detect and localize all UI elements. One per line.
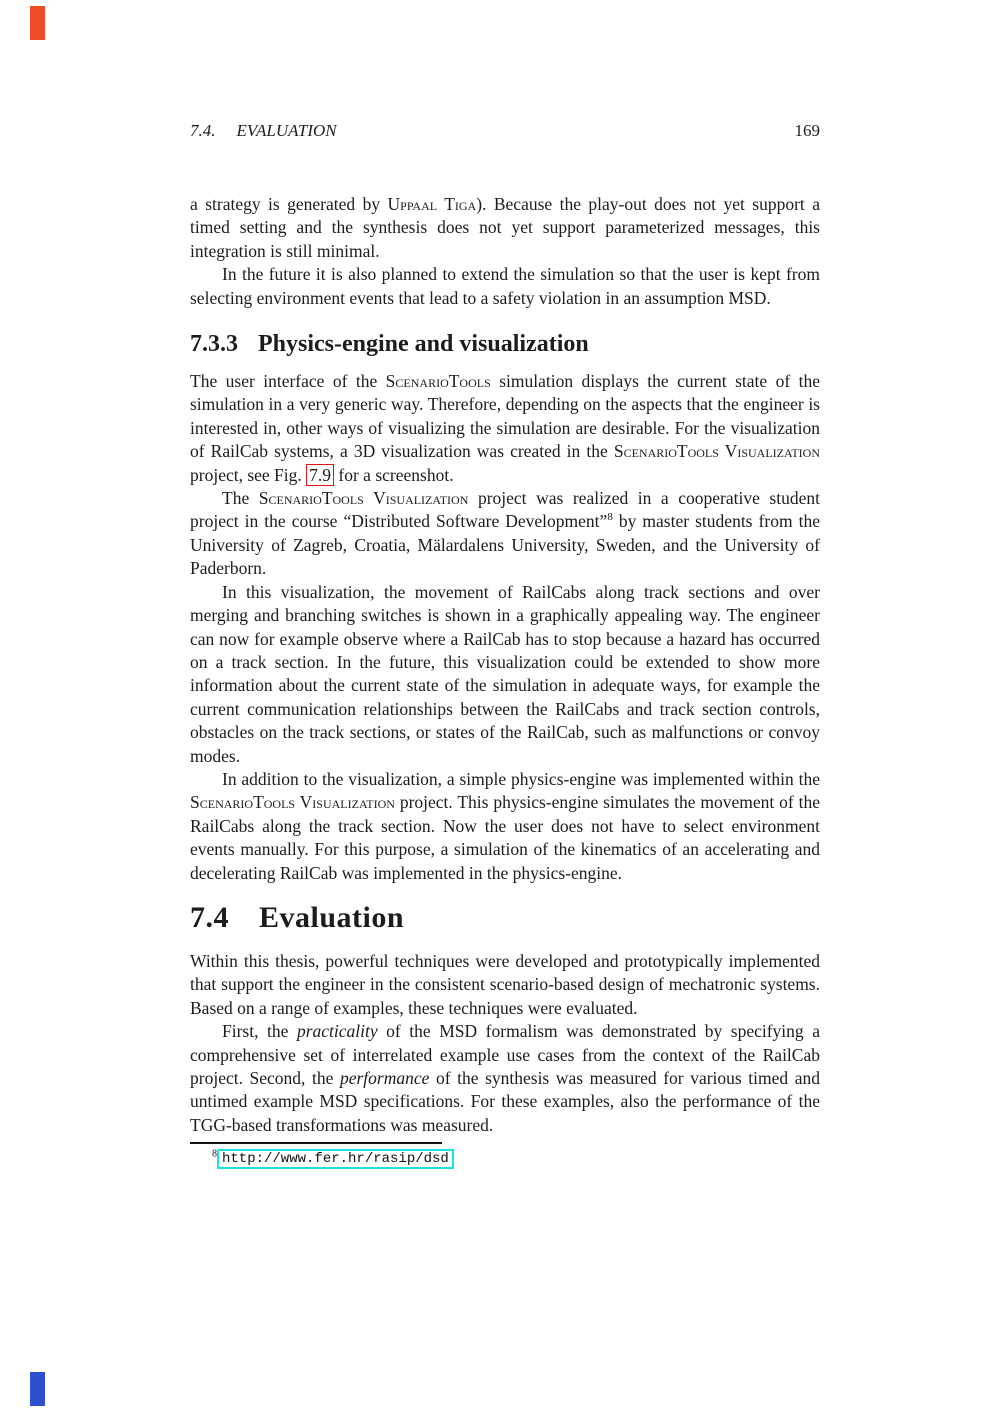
text-run: project, see Fig. [190, 464, 307, 485]
text-run: for a screenshot. [334, 464, 454, 485]
paragraph [190, 950, 820, 1020]
page-number: 169 [794, 121, 820, 140]
text-run: The user interface of the [190, 371, 386, 392]
text-run: simulation displays the current state of the simulation in a very generic way. Therefore, depending on the aspects that the engineer is interested in, other ways of visualizing the simulation are desirable. For the visualization of RailCab systems, a 3D visualization was created in the [190, 371, 820, 462]
top-left-color-tab [30, 6, 45, 40]
text-run: First, the [222, 1021, 297, 1042]
heading-title: Evaluation [259, 900, 405, 934]
footnote-marker: 8 [212, 1148, 217, 1160]
footnote-area [190, 1142, 820, 1167]
running-header [190, 121, 820, 141]
text-run: Within this thesis, powerful techniques were developed and prototypically implemented that support the engineer in the consistent scenario-based design of mechatronic systems. Based on a range of examples, these techniques were evaluated. [190, 950, 820, 1018]
section-heading [190, 901, 820, 934]
text-run: ). Because the play-out does not yet support a timed setting and the synthesis does not yet support parameterized messages, this integration is still minimal. [190, 194, 820, 261]
text-run: ScenarioTools Visualization [190, 792, 395, 813]
text-run: The [222, 488, 259, 509]
body-text [190, 193, 820, 1137]
paragraph [190, 370, 820, 487]
paragraph [190, 1020, 820, 1137]
text-run: performance [339, 1068, 430, 1088]
text-run: of the MSD formalism was demonstrated by specifying a comprehensive set of interrelated example use cases from the context of the RailCab project. Second, the [190, 1021, 820, 1088]
text-run: ScenarioTools Visualization [258, 488, 469, 509]
footnote [190, 1150, 820, 1167]
text-run: of the synthesis was measured for various timed and untimed example MSD specifications. For these examples, also the performance of the TGG-based transformations was measured. [190, 1068, 820, 1135]
text-run: by master students from the University of Zagreb, Croatia, Mälardalens University, Sweden, and the University of Paderborn. [190, 511, 820, 579]
text-run: Uppaal Tiga [387, 194, 477, 214]
text-run: project. This physics-engine simulates the movement of the RailCabs along the track section. Now the user does not have to select environment events manually. For this purpose, a simulation of the kinematics of an accelerating and decelerating RailCab was implemented in the physics-engine. [190, 792, 820, 883]
text-run: a strategy is generated by [190, 194, 388, 214]
heading-number: 7.3.3 [190, 331, 238, 358]
footnote-reference: 8 [607, 511, 613, 524]
text-run: In addition to the visualization, a simple physics-engine was implemented within the [222, 768, 820, 789]
figure-link[interactable]: 7.9 [306, 464, 334, 486]
text-run: project was realized in a cooperative student project in the course “Distributed Software Development” [190, 488, 820, 532]
paragraph [190, 263, 820, 310]
heading-number: 7.4 [190, 900, 229, 934]
paragraph [190, 487, 820, 581]
paragraph [190, 581, 820, 768]
paragraph [190, 768, 820, 885]
footnote-url-link[interactable]: http://www.fer.hr/rasip/dsd [217, 1149, 454, 1169]
header-left [190, 121, 337, 141]
section-heading [190, 331, 820, 357]
footnote-rule [190, 1142, 442, 1144]
header-section-number: 7.4. [190, 121, 216, 140]
page-content [190, 121, 820, 1167]
text-run: ScenarioTools Visualization [613, 441, 820, 462]
text-run: In this visualization, the movement of RailCabs along track sections and over merging and branching switches is shown in a graphically appealing way. The engineer can now for example observe where a RailCab has to stop because a hazard has occurred on a track section. In the future, this visualization could be extended to show more information about the current state of the simulation in adequate ways, for example the current communication relationships between the RailCabs and track section controls, obstacles on the track sections, or states of the RailCab, such as malfunctions or convoy modes. [190, 581, 820, 766]
bottom-left-color-tab [30, 1372, 45, 1406]
text-run: ScenarioTools [385, 371, 491, 392]
heading-title: Physics-engine and visualization [258, 331, 589, 358]
text-run: practicality [296, 1021, 378, 1042]
paragraph [190, 193, 820, 263]
header-section-title: EVALUATION [236, 121, 337, 140]
text-run: In the future it is also planned to extend the simulation so that the user is kept from selecting environment events that lead to a safety violation in an assumption MSD. [190, 264, 820, 308]
